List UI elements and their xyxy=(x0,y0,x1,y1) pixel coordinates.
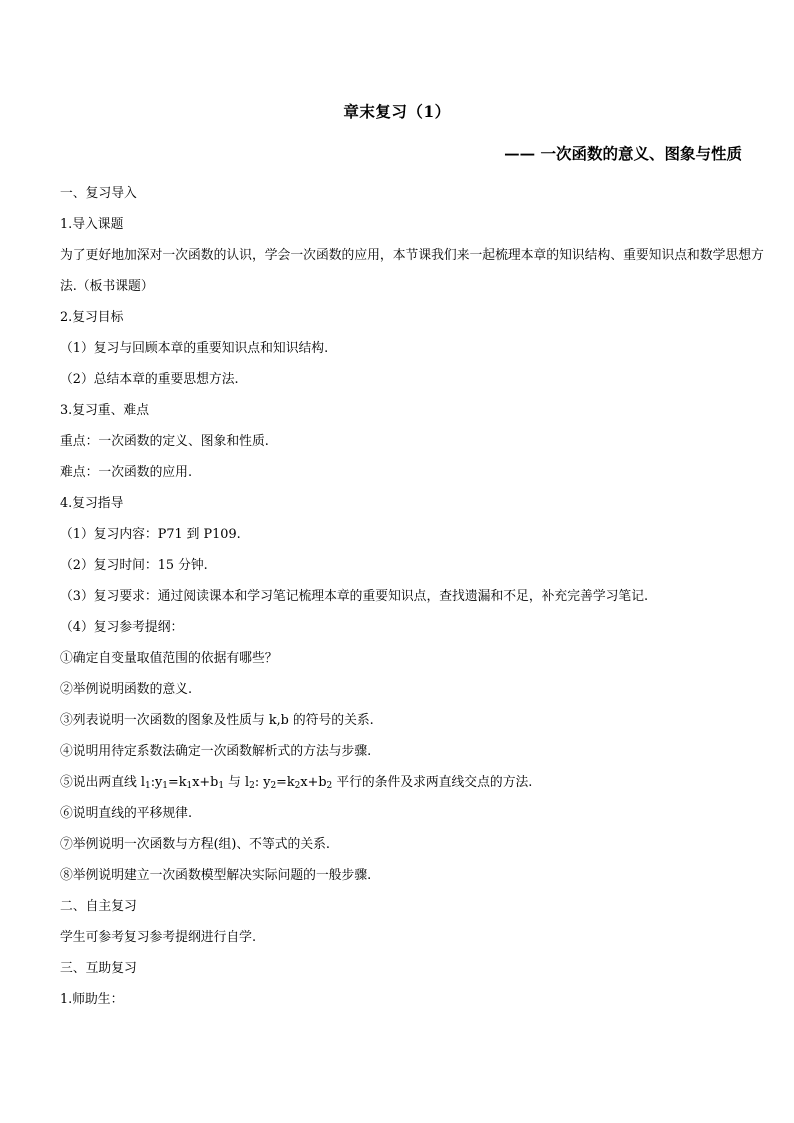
outline-item-lines xyxy=(60,767,765,798)
section-heading-review-intro: 一、复习导入 xyxy=(60,186,137,201)
outline-text: x+b xyxy=(300,775,327,790)
intro-paragraph: 为了更好地加深对一次函数的认识，学会一次函数的应用，本节课我们来一起梳理本章的知识结构、重要知识点和数学思想方法.（板书课题） xyxy=(60,248,764,294)
subscript: 2 xyxy=(270,781,277,791)
section-heading-self-review: 二、自主复习 xyxy=(60,899,137,914)
outline-text: =k xyxy=(167,775,187,790)
subscript: 1 xyxy=(186,781,193,791)
subscript: 1 xyxy=(144,781,151,791)
subscript: 2 xyxy=(249,781,255,791)
document-body xyxy=(60,178,765,1015)
difficult-point-text: 难点：一次函数的应用. xyxy=(60,465,193,480)
page-subtitle: —— 一次函数的意义、图象与性质 xyxy=(504,144,742,163)
page-title: 章末复习（1） xyxy=(343,102,451,121)
subheading-intro-topic: 1.导入课题 xyxy=(60,217,124,232)
subheading-review-goals: 2.复习目标 xyxy=(60,310,124,325)
subscript: 2 xyxy=(294,781,301,791)
key-point-text: 重点：一次函数的定义、图象和性质. xyxy=(60,434,269,449)
section-heading-mutual-review: 三、互助复习 xyxy=(60,961,137,976)
outline-text: : y xyxy=(254,775,271,790)
guide-item: （2）复习时间：15 分钟. xyxy=(60,558,208,573)
outline-text: =k xyxy=(276,775,295,790)
subscript: 1 xyxy=(218,781,225,791)
subheading-key-points: 3.复习重、难点 xyxy=(60,403,149,418)
self-review-text: 学生可参考复习参考提纲进行自学. xyxy=(60,930,257,945)
outline-item: ③列表说明一次函数的图象及性质与 k,b 的符号的关系. xyxy=(60,713,374,728)
goal-item: （2）总结本章的重要思想方法. xyxy=(60,372,239,387)
outline-item: ⑧举例说明建立一次函数模型解决实际问题的一般步骤. xyxy=(60,868,372,883)
guide-item: （4）复习参考提纲： xyxy=(60,620,184,635)
outline-text: x+b xyxy=(192,775,219,790)
outline-item: ②举例说明函数的意义. xyxy=(60,682,193,697)
subscript: 1 xyxy=(162,781,168,791)
goal-item: （1）复习与回顾本章的重要知识点和知识结构. xyxy=(60,341,329,356)
guide-item: （3）复习要求：通过阅读课本和学习笔记梳理本章的重要知识点，查找遗漏和不足，补充完善学习笔记. xyxy=(60,589,649,604)
guide-item: （1）复习内容：P71 到 P109. xyxy=(60,527,241,542)
subscript: 2 xyxy=(326,781,333,791)
outline-item: ⑥说明直线的平移规律. xyxy=(60,806,193,821)
outline-text: 与 l xyxy=(224,775,250,790)
outline-text: ⑤说出两直线 l xyxy=(60,775,145,790)
subheading-review-guide: 4.复习指导 xyxy=(60,496,124,511)
outline-item: ④说明用待定系数法确定一次函数解析式的方法与步骤. xyxy=(60,744,372,759)
outline-text: :y xyxy=(150,775,163,790)
outline-text: 平行的条件及求两直线交点的方法. xyxy=(332,775,533,790)
subheading-teacher-helps-student: 1.师助生： xyxy=(60,992,124,1007)
outline-item: ①确定自变量取值范围的依据有哪些？ xyxy=(60,651,278,666)
outline-item: ⑦举例说明一次函数与方程(组)、不等式的关系. xyxy=(60,837,330,852)
